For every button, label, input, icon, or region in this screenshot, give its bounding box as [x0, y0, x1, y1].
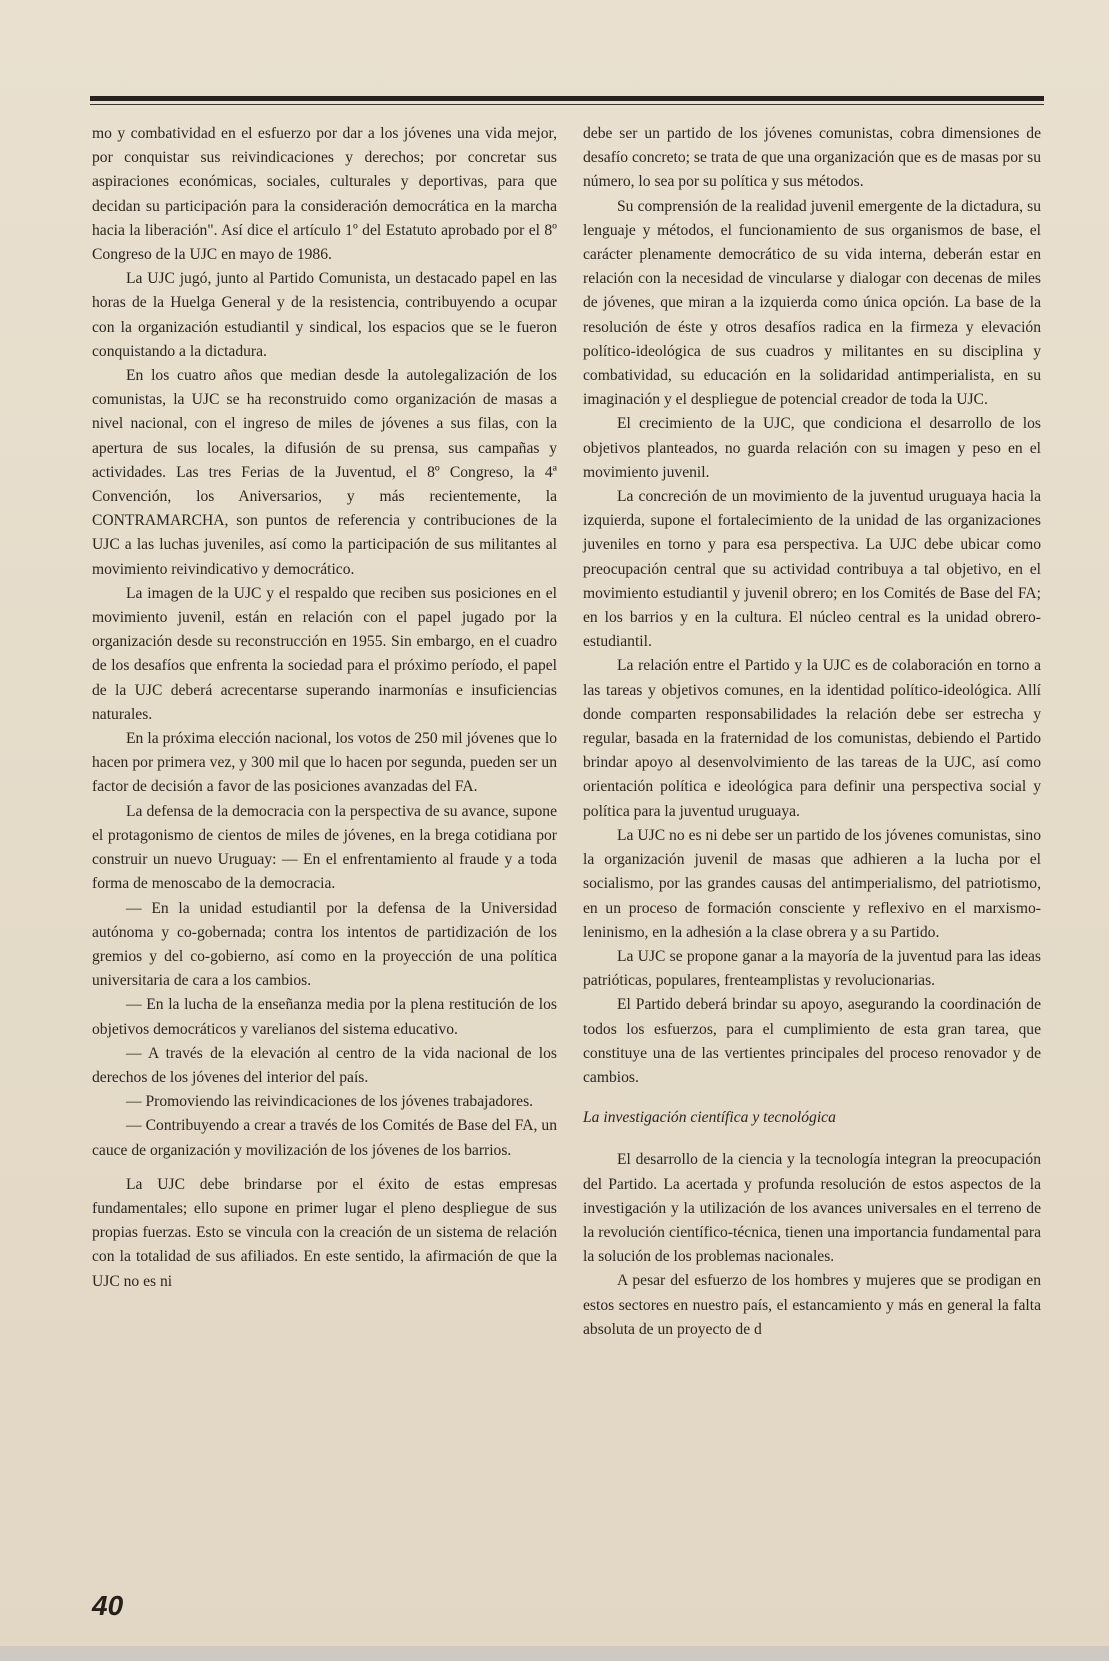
left-column-paragraph: — A través de la elevación al centro de la vida nacional de los derechos de los jóvenes del interior del país. [92, 1044, 557, 1086]
right-column-paragraph: El crecimiento de la UJC, que condiciona el desarrollo de los objetivos planteados, no guarda relación con su imagen y peso en el movimiento juvenil. [583, 415, 1041, 481]
right-column-paragraph: debe ser un partido de los jóvenes comunistas, cobra dimensiones de desafío concreto; se trata de que una organización que es de masas por su número, lo sea por su política y sus métodos. [583, 125, 1041, 191]
section-subheading: La investigación científica y tecnológica [583, 1109, 836, 1127]
left-column-paragraph: — Promoviendo las reivindicaciones de los jóvenes trabajadores. [126, 1093, 534, 1111]
left-column-paragraph: — En la lucha de la enseñanza media por la plena restitución de los objetivos democráticos y varelianos del sistema educativo. [92, 996, 557, 1038]
left-column-paragraph: La imagen de la UJC y el respaldo que reciben sus posiciones en el movimiento juvenil, están en relación con el papel jugado por la organización desde su reconstrucción en 1955. Sin embargo, en el cuadro de los desafíos que enfrenta la sociedad para el próximo período, el papel de la UJC deberá acrecentarse superando inarmonías e insuficiencias naturales. [92, 584, 557, 723]
left-column-paragraph: — Contribuyendo a crear a través de los Comités de Base del FA, un cauce de organización y movilización de los jóvenes de los barrios. [92, 1117, 557, 1159]
left-column-paragraph: La UJC debe brindarse por el éxito de estas empresas fundamentales; ello supone en primer lugar el pleno despliegue de sus propias fuerzas. Esto se vincula con la creación de un sistema de relación con la totalidad de sus afiliados. En este sentido, la afirmación de que la UJC no es ni [92, 1175, 557, 1290]
right-column-paragraph: La concreción de un movimiento de la juventud uruguaya hacia la izquierda, supone el fortalecimiento de la unidad de las organizaciones juveniles en torno y para esa perspectiva. La UJC debe ubicar como preocupación central que su actividad contribuya a tal objetivo, en el movimiento estudiantil y juvenil obrero; en los Comités de Base del FA; en los barrios y en la cultura. El núcleo central es la unidad obrero-estudiantil. [583, 488, 1041, 651]
right-column-paragraph: El Partido deberá brindar su apoyo, asegurando la coordinación de todos los esfuerzos, para el cumplimiento de esta gran tarea, que constituye una de las vertientes principales del proceso renovador y de cambios. [583, 996, 1041, 1086]
top-rule-thick [90, 96, 1044, 101]
right-column [583, 122, 1041, 1342]
left-column-paragraph: En los cuatro años que median desde la autolegalización de los comunistas, la UJC se ha reconstruido como organización de masas a nivel nacional, con el ingreso de miles de jóvenes a sus filas, con la apertura de sus locales, la difusión de su prensa, sus campañas y actividades. Las tres Ferias de la Juventud, el 8º Congreso, la 4ª Convención, los Aniversarios, y más recientemente, la CONTRAMARCHA, son puntos de referencia y contribuciones de la UJC a las luchas juveniles, así como la participación de sus militantes al movimiento reivindicativo y democrático. [92, 367, 557, 578]
bottom-scan-band [0, 1646, 1109, 1661]
right-column-paragraph: La UJC no es ni debe ser un partido de los jóvenes comunistas, sino la organización juvenil de masas que adhieren a la lucha por el socialismo, por las grandes causas del antimperialismo, del patriotismo, en un proceso de formación consciente y reflexivo en el marxismo-leninismo, en la adhesión a la clase obrera y a su Partido. [583, 826, 1041, 941]
right-column-paragraph: La UJC se propone ganar a la mayoría de la juventud para las ideas patrióticas, populares, frenteamplistas y revolucionarias. [583, 947, 1041, 990]
left-column-paragraph: mo y combatividad en el esfuerzo por dar a los jóvenes una vida mejor, por conquistar sus reivindicaciones y derechos; por concretar sus aspiraciones económicas, sociales, culturales y deportivas, para que decidan su participación para la consideración democrática en la marcha hacia la liberación". Así dice el artículo 1º del Estatuto aprobado por el 8º Congreso de la UJC en mayo de 1986. [92, 125, 557, 264]
left-column-paragraph: La UJC jugó, junto al Partido Comunista, un destacado papel en las horas de la Huelga General y de la resistencia, contribuyendo a ocupar con la organización estudiantil y sindical, los espacios que se le fueron conquistando a la dictadura. [92, 270, 557, 360]
left-column-paragraph: En la próxima elección nacional, los votos de 250 mil jóvenes que lo hacen por primera vez, y 300 mil que lo hacen por segunda, pueden ser un factor de decisión a favor de las posiciones avanzadas del FA. [92, 730, 557, 796]
left-column [92, 122, 557, 1294]
right-column-paragraph: A pesar del esfuerzo de los hombres y mujeres que se prodigan en estos sectores en nuestro país, el estancamiento y más en general la falta absoluta de un proyecto de d [583, 1272, 1041, 1338]
right-column-paragraph: El desarrollo de la ciencia y la tecnología integran la preocupación del Partido. La acertada y profunda resolución de estos aspectos de la investigación y la utilización de los avances universales en el terreno de la revolución científico-técnica, tienen una importancia fundamental para la solución de los problemas nacionales. [583, 1151, 1041, 1266]
page-number: 40 [92, 1590, 124, 1621]
top-rule-thin [90, 104, 1044, 105]
right-column-paragraph: La relación entre el Partido y la UJC es de colaboración en torno a las tareas y objetivos comunes, en la identidad político-ideológica. Allí donde comparten responsabilidades la relación debe ser estrecha y regular, basada en la fraternidad de los comunistas, debiendo el Partido brindar apoyo al desenvolvimiento de las tareas de la UJC, así como orientación política e ideológica para definir una perspectiva social y política para la juventud uruguaya. [583, 657, 1041, 820]
right-column-paragraph: Su comprensión de la realidad juvenil emergente de la dictadura, su lenguaje y métodos, el funcionamiento de sus organismos de base, el carácter plenamente democrático de su vida interna, deberán estar en relación con la necesidad de vincularse y dialogar con decenas de miles de jóvenes, que miran a la izquierda como única opción. La base de la resolución de éste y otros desafíos radica en la firmeza y elevación político-ideológica de sus cuadros y militantes en su disciplina y combatividad, su educación en la solidaridad antimperialista, en su imaginación y el despliegue de potencial creador de toda la UJC. [583, 197, 1041, 409]
left-column-paragraph: La defensa de la democracia con la perspectiva de su avance, supone el protagonismo de cientos de miles de jóvenes, en la brega cotidiana por construir un nuevo Uruguay: — En el enfrentamiento al fraude y a toda forma de menoscabo de la democracia. [92, 802, 557, 893]
left-column-paragraph: — En la unidad estudiantil por la defensa de la Universidad autónoma y co-gobernada; contra los intentos de partidización de los gremios y del co-gobierno, así como en la proyección de una política universitaria de cara a los cambios. [92, 899, 557, 990]
